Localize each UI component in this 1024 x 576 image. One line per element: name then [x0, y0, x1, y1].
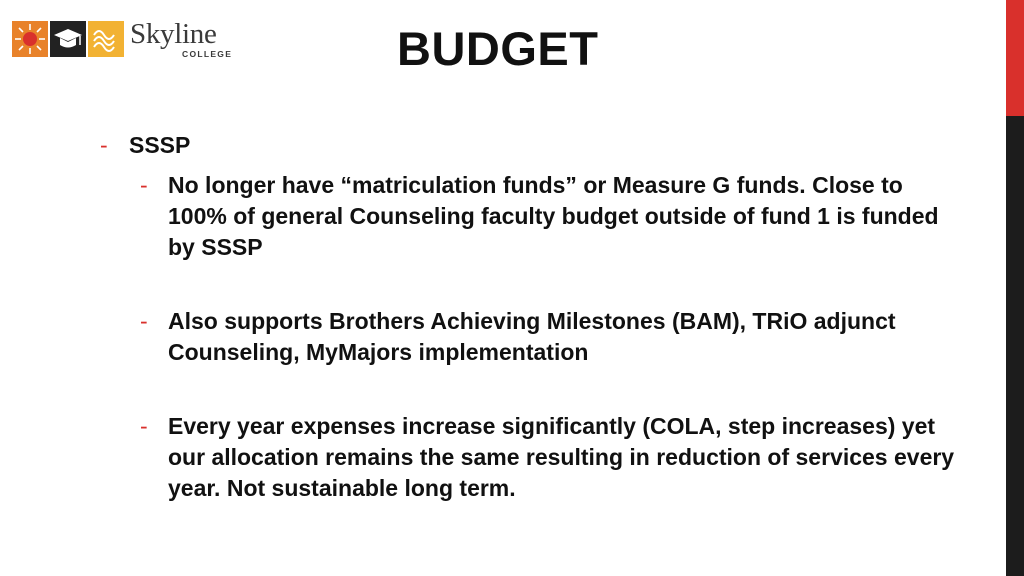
bullet-marker: -: [140, 413, 148, 439]
slide-title: BUDGET: [397, 22, 599, 75]
bullet-item: [100, 411, 960, 504]
logo-icons: [12, 21, 124, 57]
graduation-cap-icon: [50, 21, 86, 57]
slide-body: [100, 130, 960, 504]
accent-bar-red: [1006, 0, 1024, 116]
bullet-marker: -: [140, 308, 148, 334]
logo-subtitle: COLLEGE: [182, 48, 233, 59]
college-logo: [12, 16, 232, 62]
bullet-item: [100, 306, 960, 368]
waves-icon: [88, 21, 124, 57]
sun-icon: [12, 21, 48, 57]
logo-name: Skyline: [130, 17, 217, 50]
bullet-text: Every year expenses increase significantly (COLA, step increases) yet our allocation remains the same resulting in reduction of services every year. Not sustainable long term.: [168, 413, 955, 501]
section-heading-item: [100, 130, 960, 161]
accent-bar: [1006, 0, 1024, 576]
accent-bar-dark: [1006, 116, 1024, 576]
section-heading: SSSP: [129, 132, 191, 158]
logo-wordmark: [130, 17, 233, 59]
bullet-item: [100, 170, 960, 263]
bullet-marker: -: [140, 172, 148, 198]
bullet-text: Also supports Brothers Achieving Milestones (BAM), TRiO adjunct Counseling, MyMajors implementation: [168, 308, 896, 365]
bullet-text: No longer have “matriculation funds” or Measure G funds. Close to 100% of general Counseling faculty budget outside of fund 1 is funded by SSSP: [168, 172, 939, 260]
bullet-marker: -: [100, 132, 108, 158]
